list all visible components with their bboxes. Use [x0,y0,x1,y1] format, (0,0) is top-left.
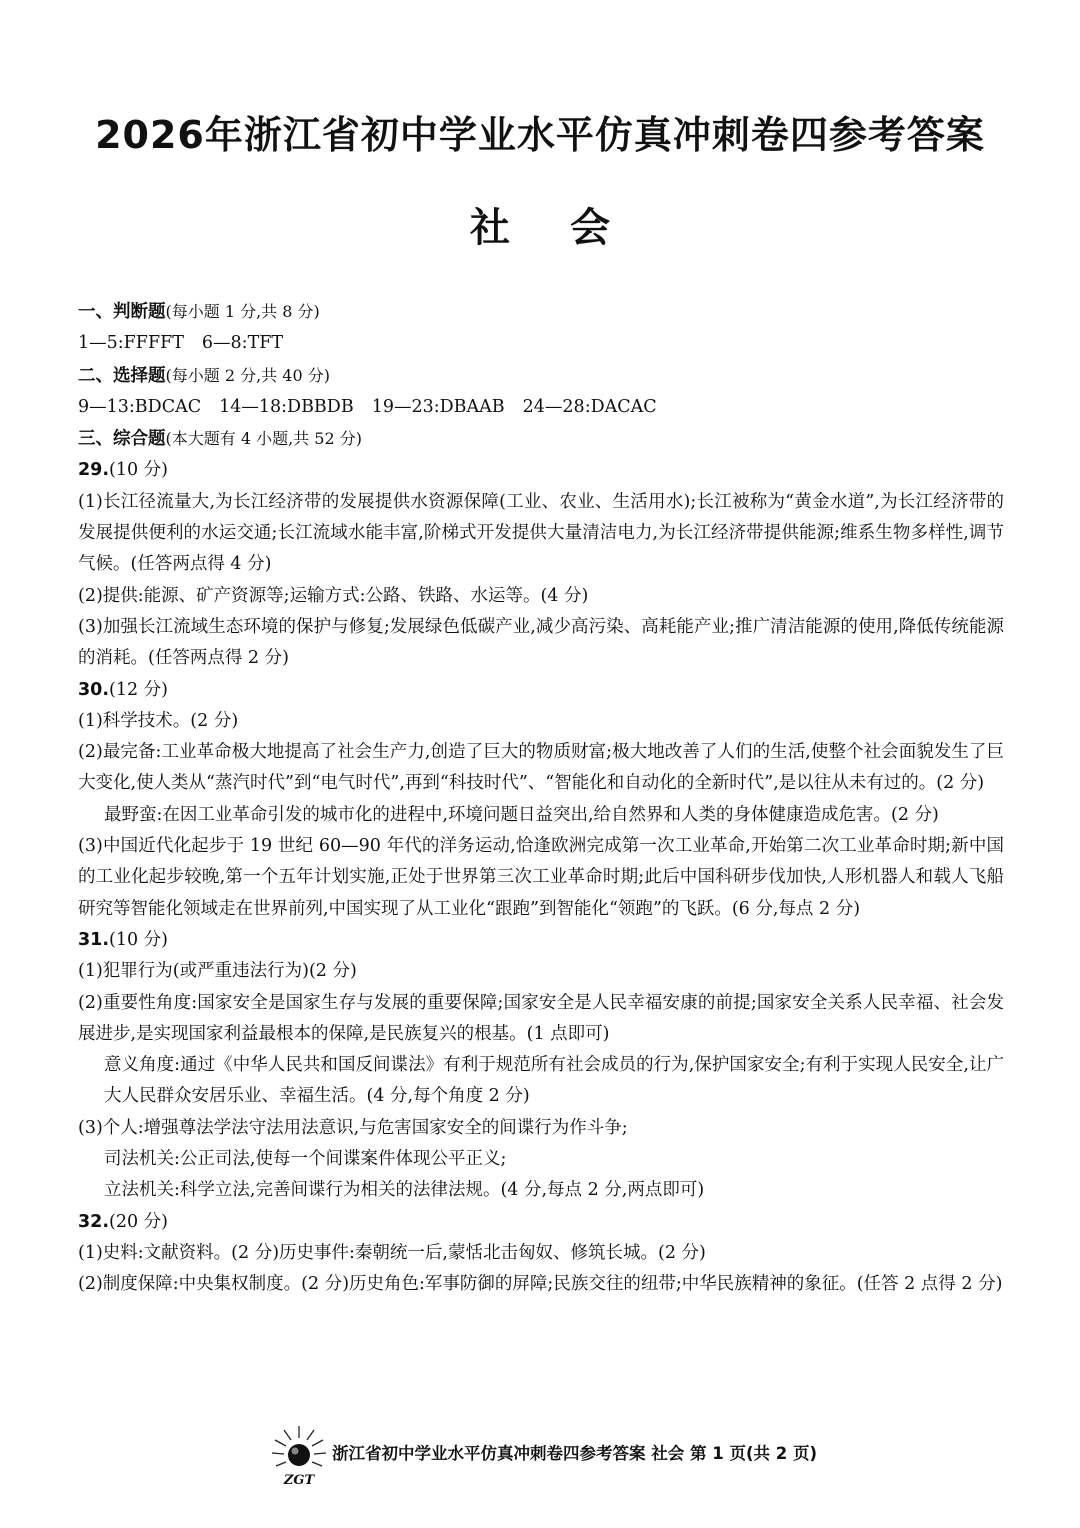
q30-part-2: (2)最完备:工业革命极大地提高了社会生产力,创造了巨大的物质财富;极大地改善了人们的生活,使整个社会面貌发生了巨大变化,使人类从“蒸汽时代”到“电气时代”,再到“科技时代”、“智能化和自动化的全新时代”,是以往从未有过的。(2 分) [78,742,1004,794]
answer-content [78,296,1004,1301]
q30-part-3: (3)中国近代化起步于 19 世纪 60—90 年代的洋务运动,恰逢欧洲完成第一次工业革命,开始第二次工业革命时期;新中国的工业化起步较晚,第一个五年计划实施,正处于世界第三次工业革命时期;此后中国科研步伐加快,人形机器人和载人飞船研究等智能化领域走在世界前列,中国实现了从工业化“跟跑”到智能化“领跑”的飞跃。(6 分,每点 2 分) [78,836,1004,919]
publisher-logo [270,1422,328,1498]
question-number: 30. [78,679,110,700]
answer-group: 1—5:FFFFT [78,333,184,354]
page-footer [270,1422,830,1498]
answer-group: 6—8:TFT [201,333,284,354]
section-1-answers [78,328,1004,359]
q31-part-3-c: 立法机关:科学立法,完善间谍行为相关的法律法规。(4 分,每点 2 分,两点即可) [104,1180,705,1201]
q31-part-3: (3)个人:增强尊法学法守法用法意识,与危害国家安全的间谍行为作斗争; [78,1117,628,1138]
q31-part-2: (2)重要性角度:国家安全是国家生存与发展的重要保障;国家安全是人民幸福安康的前提;国家安全关系人民幸福、社会发展进步,是实现国家利益最根本的保障,是民族复兴的根基。(1 点即可) [78,992,1004,1044]
question-score: (10 分) [109,460,169,481]
q32-part-2: (2)制度保障:中央集权制度。(2 分)历史角色:军事防御的屏障;民族交往的纽带;中华民族精神的象征。(任答 2 点得 2 分) [78,1274,1003,1295]
q32-part-1: (1)史料:文献资料。(2 分)历史事件:秦朝统一后,蒙恬北击匈奴、修筑长城。(2 分) [78,1242,706,1263]
q29-part-3: (3)加强长江流域生态环境的保护与修复;发展绿色低碳产业,减少高污染、高耗能产业;推广清洁能源的使用,降低传统能源的消耗。(任答两点得 2 分) [78,616,1004,669]
section-1-header [78,296,1004,328]
page-title: 2026年浙江省初中学业水平仿真冲刺卷四参考答案 [95,113,985,157]
q30-part-1: (1)科学技术。(2 分) [78,710,239,731]
question-32-header [78,1207,1004,1238]
q29-part-1: (1)长江径流量大,为长江经济带的发展提供水资源保障(工业、农业、生活用水);长江被称为“黄金水道”,为长江经济带的发展提供便利的水运交通;长江流域水能丰富,阶梯式开发提供大量清洁电力,为长江经济带提供能源;维系生物多样性,调节气候。(任答两点得 4 分) [78,491,1004,575]
q31-part-2-b: 意义角度:通过《中华人民共和国反间谍法》有利于规范所有社会成员的行为,保护国家安全;有利于实现人民安全,让广大人民群众安居乐业、幸福生活。(4 分,每个角度 2 分) [104,1055,1004,1107]
subject-title: 社会 [470,205,670,251]
answer-group: 19—23:DBAAB [371,396,505,417]
section-note: (本大题有 4 小题,共 52 分) [165,429,362,449]
question-score: (20 分) [109,1211,169,1232]
section-note: (每小题 2 分,共 40 分) [165,365,330,385]
section-heading: 二、选择题 [78,365,166,386]
section-2-header [78,360,1004,392]
question-30-header [78,675,1004,706]
logo-lettering: ZGT [283,1473,315,1488]
question-score: (10 分) [109,929,169,950]
question-number: 32. [78,1211,110,1232]
section-3-header [78,423,1004,455]
question-number: 29. [78,460,110,481]
q31-part-3-b: 司法机关:公正司法,使每一个间谍案件体现公平正义; [104,1149,507,1170]
answer-group: 14—18:DBBDB [219,396,354,417]
q31-part-1: (1)犯罪行为(或严重违法行为)(2 分) [78,961,357,982]
answer-group: 9—13:BDCAC [78,396,202,417]
section-note: (每小题 1 分,共 8 分) [165,302,320,321]
q30-part-2-b: 最野蛮:在因工业革命引发的城市化的进程中,环境问题日益突出,给自然界和人类的身体健康造成危害。(2 分) [104,804,939,825]
footer-text: 浙江省初中学业水平仿真冲刺卷四参考答案 社会 第 1 页(共 2 页) [332,1444,818,1463]
question-29-header [78,455,1004,486]
section-heading: 三、综合题 [78,429,166,450]
question-number: 31. [78,929,110,950]
section-heading: 一、判断题 [78,302,166,322]
section-2-answers [78,392,1004,423]
answer-group: 24—28:DACAC [522,396,657,417]
q29-part-2: (2)提供:能源、矿产资源等;运输方式:公路、铁路、水运等。(4 分) [78,585,589,606]
question-31-header [78,925,1004,956]
question-score: (12 分) [109,679,169,700]
